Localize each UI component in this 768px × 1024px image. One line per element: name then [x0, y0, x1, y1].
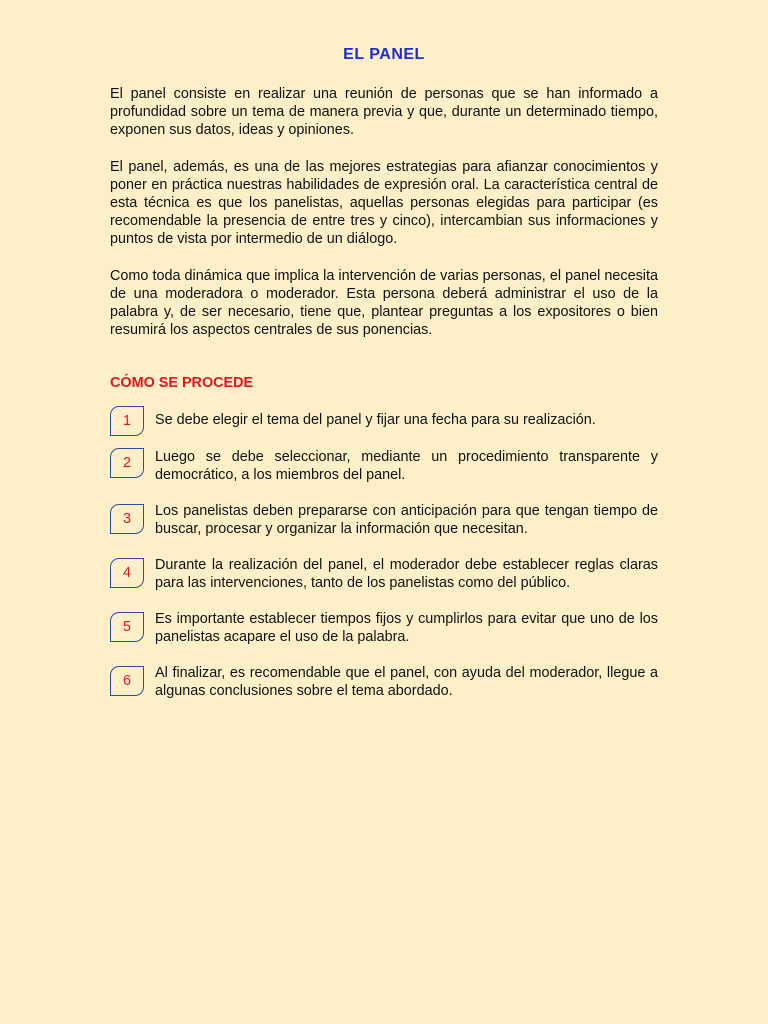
step-number-badge: 6 [110, 666, 144, 696]
step-number-badge: 3 [110, 504, 144, 534]
step-text: Es importante establecer tiempos fijos y cumplirlos para evitar que uno de los panelistas acapare el uso de la palabra. [155, 611, 658, 646]
paragraph-intro: El panel consiste en realizar una reunión de personas que se han informado a profundidad sobre un tema de manera previa y que, durante un determinado tiempo, exponen sus datos, ideas y opiniones. [110, 86, 658, 139]
paragraph-moderator: Como toda dinámica que implica la intervención de varias personas, el panel necesita de una moderadora o moderador. Esta persona deberá administrar el uso de la palabra y, de ser necesario, tiene que, plantear preguntas a los expositores o bien resumirá los aspectos centrales de sus ponencias. [110, 268, 658, 339]
section-title: CÓMO SE PROCEDE [110, 375, 254, 391]
step-number-badge: 4 [110, 558, 144, 588]
step-text: Luego se debe seleccionar, mediante un procedimiento transparente y democrático, a los miembros del panel. [155, 449, 658, 484]
document-title: EL PANEL [343, 46, 425, 63]
step-text: Se debe elegir el tema del panel y fijar una fecha para su realización. [155, 412, 596, 428]
step-number-badge: 2 [110, 448, 144, 478]
step-text: Los panelistas deben prepararse con anticipación para que tengan tiempo de buscar, procesar y organizar la información que necesitan. [155, 503, 658, 538]
paragraph-strategy: El panel, además, es una de las mejores estrategias para afianzar conocimientos y poner en práctica nuestras habilidades de expresión oral. La característica central de esta técnica es que los panelistas, aquellas personas elegidas para participar (es recomendable la presencia de entre tres y cinco), intercambian sus informaciones y puntos de vista por intermedio de un diálogo. [110, 159, 658, 248]
step-text: Al finalizar, es recomendable que el panel, con ayuda del moderador, llegue a algunas conclusiones sobre el tema abordado. [155, 665, 658, 700]
step-text: Durante la realización del panel, el moderador debe establecer reglas claras para las intervenciones, tanto de los panelistas como del público. [155, 557, 658, 592]
step-number-badge: 5 [110, 612, 144, 642]
step-number-badge: 1 [110, 406, 144, 436]
